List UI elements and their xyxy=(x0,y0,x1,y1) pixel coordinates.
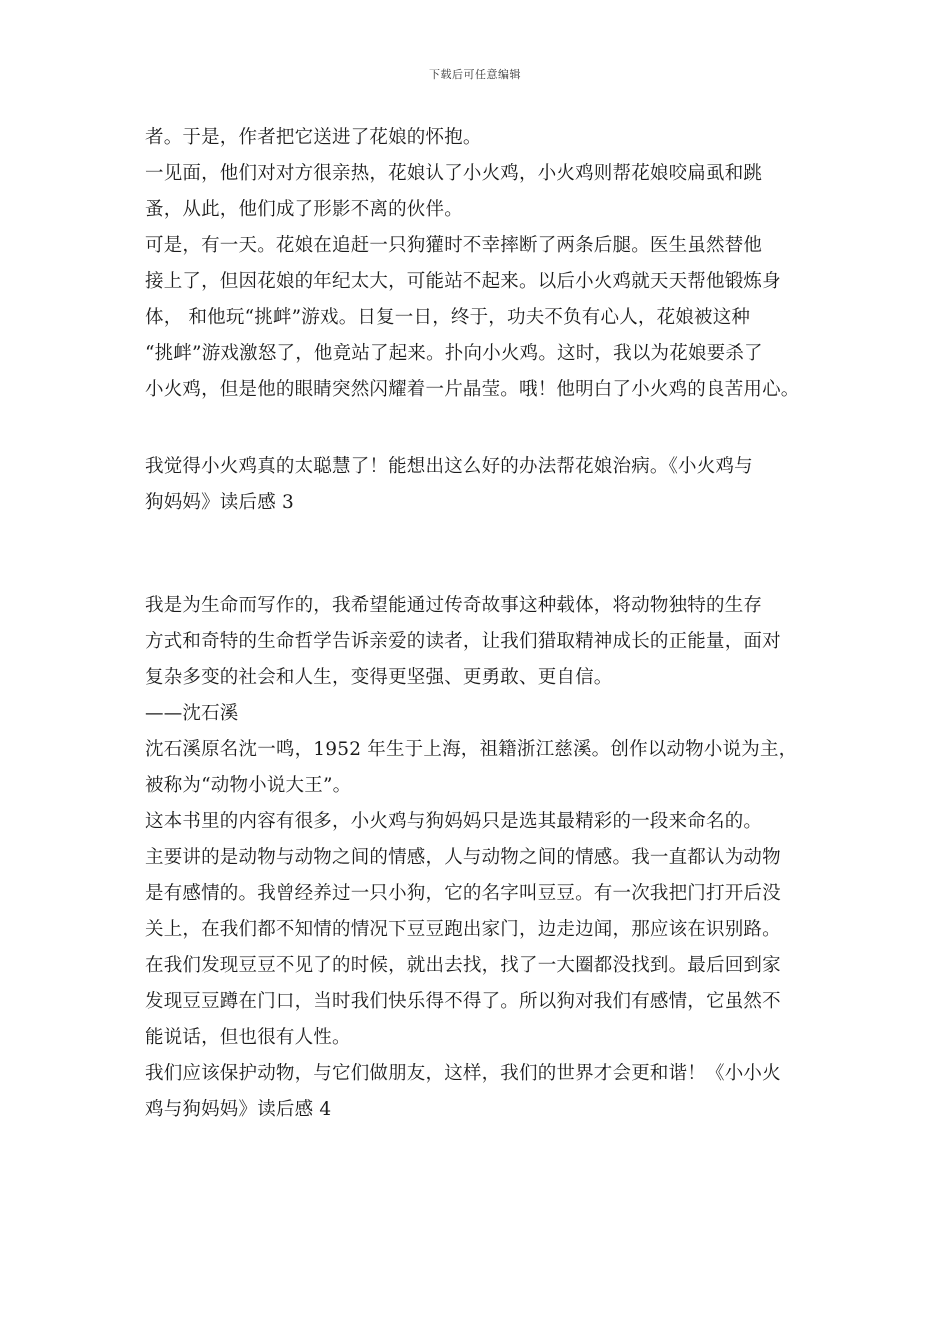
text-line: 蚤，从此，他们成了形影不离的伙伴。 xyxy=(145,199,463,220)
text-line: 小火鸡，但是他的眼睛突然闪耀着一片晶莹。哦！他明白了小火鸡的良苦用心。 xyxy=(145,379,800,400)
text-line: 鸡与狗妈妈》读后感 4 xyxy=(145,1099,332,1120)
text-line: 狗妈妈》读后感 3 xyxy=(145,492,294,513)
text-line: 者。于是，作者把它送进了花娘的怀抱。 xyxy=(145,127,482,148)
text-line: 这本书里的内容有很多，小火鸡与狗妈妈只是选其最精彩的一段来命名的。 xyxy=(145,811,763,832)
text-line: 关上，在我们都不知情的情况下豆豆跑出家门，边走边闻，那应该在识别路。 xyxy=(145,919,781,940)
text-line: 被称为“动物小说大王”。 xyxy=(145,775,352,796)
text-line: 方式和奇特的生命哲学告诉亲爱的读者，让我们猎取精神成长的正能量，面对 xyxy=(145,631,781,652)
text-line: 我觉得小火鸡真的太聪慧了！能想出这么好的办法帮花娘治病。《小火鸡与 xyxy=(145,456,753,477)
text-line: 发现豆豆蹲在门口，当时我们快乐得不得了。所以狗对我们有感情，它虽然不 xyxy=(145,991,781,1012)
text-line: 是有感情的。我曾经养过一只小狗，它的名字叫豆豆。有一次我把门打开后没 xyxy=(145,883,781,904)
text-line: 我们应该保护动物，与它们做朋友，这样，我们的世界才会更和谐！《小小火 xyxy=(145,1063,781,1084)
text-line: “挑衅”游戏激怒了，他竟站了起来。扑向小火鸡。这时，我以为花娘要杀了 xyxy=(145,343,763,364)
page-header: 下载后可任意编辑 xyxy=(429,68,521,81)
text-line: 在我们发现豆豆不见了的时候，就出去找，找了一大圈都没找到。最后回到家 xyxy=(145,955,781,976)
text-line: 能说话，但也很有人性。 xyxy=(145,1027,351,1048)
text-line: 主要讲的是动物与动物之间的情感，人与动物之间的情感。我一直都认为动物 xyxy=(145,847,781,868)
text-line: 沈石溪原名沈一鸣，1952 年生于上海，祖籍浙江慈溪。创作以动物小说为主， xyxy=(145,739,798,760)
text-line: 一见面，他们对对方很亲热，花娘认了小火鸡，小火鸡则帮花娘咬扁虱和跳 xyxy=(145,163,763,184)
text-line: 我是为生命而写作的，我希望能通过传奇故事这种载体，将动物独特的生存 xyxy=(145,595,763,616)
text-line: 可是，有一天。花娘在追赶一只狗獾时不幸摔断了两条后腿。医生虽然替他 xyxy=(145,235,763,256)
text-line: 复杂多变的社会和人生，变得更坚强、更勇敢、更自信。 xyxy=(145,667,613,688)
text-line: ——沈石溪 xyxy=(145,703,239,724)
text-line: 接上了，但因花娘的年纪太大，可能站不起来。以后小火鸡就天天帮他锻炼身 xyxy=(145,271,781,292)
text-line: 体， 和他玩“挑衅”游戏。日复一日，终于，功夫不负有心人，花娘被这种 xyxy=(145,307,751,328)
